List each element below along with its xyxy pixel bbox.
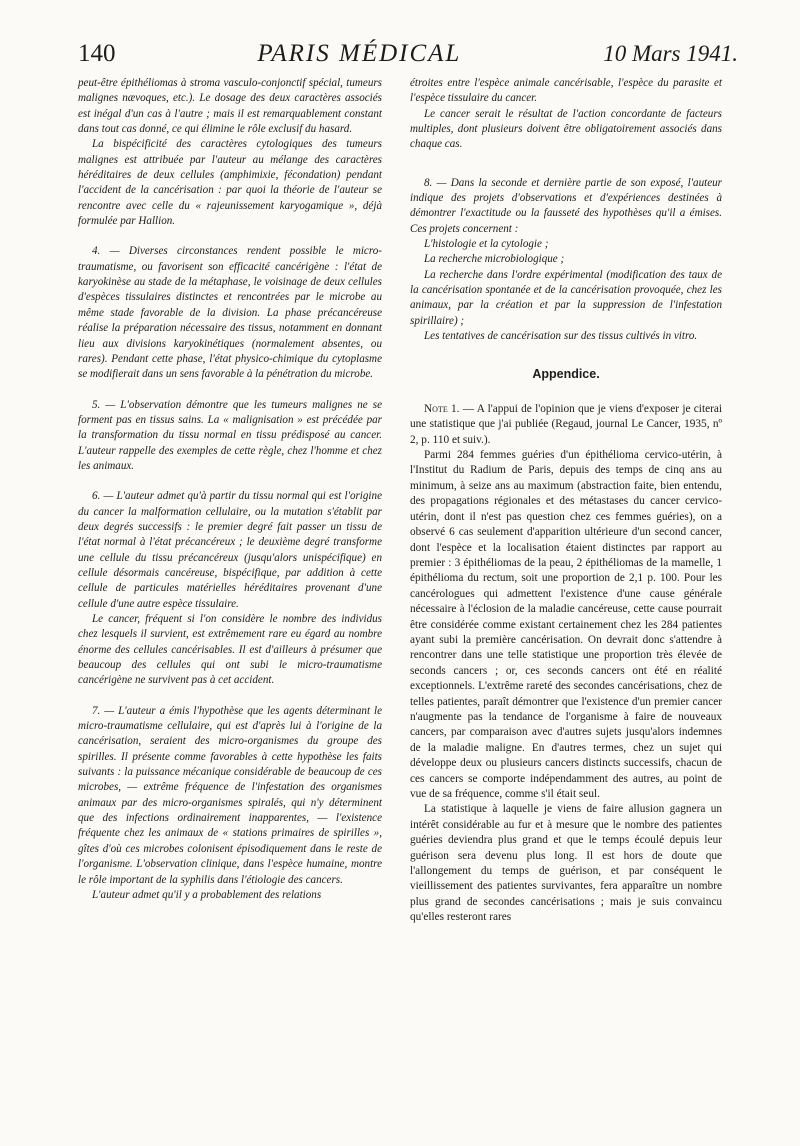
paragraph: Les tentatives de cancérisation sur des tissus cultivés in vitro. xyxy=(424,330,698,343)
paragraph: La statistique à laquelle je viens de faire allusion gagnera un intérêt considérable au fur et à mesure que le nombre des patientes guéries deviendra plus grand et que le temps écoulé depuis leur guérison sera devenu plus long. Il est hors de doute que l'allongement du temps de guérison, et par conséquent le vieillissement des patientes survivantes, fera apparaître un nombre plus grand de secondes cancérisations ; mais je suis convaincu qu'elles resteront rares xyxy=(410,803,722,924)
note-text: — A l'appui de l'opinion que je viens d'exposer je citerai une statistique que j'ai publiée (Regaud, journal Le Cancer, 1935, nº 2, p. 110 et suiv.). xyxy=(410,402,723,446)
paragraph: 8. — Dans la seconde et dernière partie de son exposé, l'auteur indique des projets d'observations et d'expériences destinées à démontrer l'exactitude ou la fausseté des hypothèses qu'il a émises. Ces projets concernent : xyxy=(410,176,722,235)
paragraph: L'histologie et la cytologie ; xyxy=(424,238,549,251)
journal-title: PARIS MÉDICAL xyxy=(257,40,462,67)
right-column-italic-section xyxy=(410,76,722,345)
paragraph: 6. — L'auteur admet qu'à partir du tissu normal qui est l'origine du cancer la malformation cellulaire, ou la mutation s'établit par deux degrés successifs : le premier degré fait passer un tissu de l'état normal à l'état précancéreux ; le deuxième degré transforme une cellule du tissu précancéreux (jusqu'alors unispécifique) en cellule désormais cancéreuse, bispécifique, par addition à cette cellule de particules matérielles héréditaires provenant d'une cellule d'une autre espèce tissulaire. xyxy=(78,490,382,610)
paragraph: Le cancer, fréquent si l'on considère le nombre des individus chez lesquels il survient, est extrêmement rare eu égard au nombre énorme des cellules cancérisables. Il est d'ailleurs à présumer que beaucoup des cellules qui ont subi le micro-traumatisme cancérigène ne survivent pas à cet accident. xyxy=(78,613,382,687)
paragraph: étroites entre l'espèce animale cancérisable, l'espèce du parasite et l'espèce tissulaire du cancer. xyxy=(410,77,722,105)
paragraph: L'auteur admet qu'il y a probablement des relations xyxy=(92,888,322,901)
paragraph: Parmi 284 femmes guéries d'un épithélioma cervico-utérin, à l'Institut du Radium de Paris, depuis des temps de cinq ans au minimum, à seize ans au maximum (abstraction faite, bien entendu, des propagations régionales et des métastases du cancer cervico-utérin, dont il n'est pas question chez ces femmes guéries), on a observé 6 cas seulement d'apparition ultérieure d'un second cancer, dont l'espèce et la localisation étaient distinctes par rapport au premier : 3 épithéliomas de la peau, 2 épithéliomas de la mamelle, 1 épithélioma du rectum, soit une proportion de 2,1 p. 100. Pour les cancérologues qui admettent l'existence d'une cause générale nécessaire à l'éclosion de la maladie cancéreuse, cette cause pourrait être considérée comme existant certainement chez les 284 patientes ayant subi la première cancérisation. On devrait donc s'attendre à rencontrer dans une telle statistique une proportion très élevée de seconds cancers ; or, ces seconds cancers ont été en réalité exceptionnels. L'extrême rareté des secondes cancérisations, chez de telles patientes, paraît démontrer que l'existence d'un premier cancer n'augmente pas la tendance de l'organisme à faire de nouveaux cancers, par comparaison avec d'autres sujets jusqu'alors indemnes de la maladie maligne. En d'autres termes, chez un sujet qui développe deux ou plusieurs cancers distincts successifs, chacun de ces cancers se comporte indépendamment des autres, au point de vue de sa fréquence, comme s'il était seul. xyxy=(410,449,722,800)
paragraph: La recherche microbiologique ; xyxy=(424,253,565,266)
right-column-roman-section xyxy=(410,402,722,926)
note-label: Note 1. xyxy=(424,402,460,415)
paragraph: 4. — Diverses circonstances rendent possible le micro-traumatisme, ou favorisent son efficacité cancérigène : l'état de karyokinèse au stade de la métaphase, le voisinage de deux cellules d'espèces tissulaires distinctes et rencontrées par le microbe au même stade favorable de la division. La phase précancéreuse réalise la préparation nécessaire des tissus, notamment en donnant lieu aux divisions karyokinétiques (normalement absentes, ou rares). Pendant cette phase, l'état physico-chimique du cytoplasme se modifierait dans un sens favorable à la pénétration du microbe. xyxy=(78,245,382,381)
paragraph: 5. — L'observation démontre que les tumeurs malignes ne se forment pas en tissus sains. La « malignisation » est précédée par la transformation du tissu normal en tissu prédisposé au cancer. L'auteur rappelle des exemples de cette règle, chez l'homme et chez les animaux. xyxy=(78,398,382,472)
right-column xyxy=(410,76,722,926)
paragraph: Le cancer serait le résultat de l'action concordante de facteurs multiples, dont plusieurs doivent être obligatoirement associés dans chaque cas. xyxy=(410,107,722,151)
issue-date: 10 Mars 1941. xyxy=(603,41,738,66)
paragraph: La bispécificité des caractères cytologiques des tumeurs malignes est attribuée par l'auteur au mélange des caractères héréditaires de deux cellules (amphimixie, fécondation) pendant l'accident de la cancérisation : par quoi la théorie de l'auteur se rencontre avec celle du « rajeunissement karyogamique », déjà formulée par Hallion. xyxy=(78,138,382,228)
page-number: 140 xyxy=(78,40,116,67)
paragraph: La recherche dans l'ordre expérimental (modification des taux de la cancérisation spontanée et de la cancérisation provoquée, chez les animaux, par la création et par la suppression de l'infestation spirillaire) ; xyxy=(410,268,722,327)
left-column xyxy=(78,76,382,903)
paragraph: 7. — L'auteur a émis l'hypothèse que les agents déterminant le micro-traumatisme cellulaire, qui est d'après lui à l'origine de la cancérisation, seraient des micro-organismes du groupe des spirilles. Il présente comme favorables à cette hypothèse les faits suivants : la puissance mécanique considérable de beaucoup de ces microbes, — extrême fréquence de l'infestation des organismes animaux par des micro-organismes spiralés, qui n'y déterminent que des infections ordinairement inapparentes, — l'existence fréquente chez les animaux de « stations primaires de spirilles », gîtes d'où ces microbes colonisent épisodiquement dans le reste de l'organisme. L'observation clinique, dans l'espèce humaine, montre le rôle important de la syphilis dans l'étiologie des cancers. xyxy=(78,704,382,886)
paragraph xyxy=(410,402,722,448)
paragraph: peut-être épithéliomas à stroma vasculo-conjonctif spécial, tumeurs malignes nævoques, etc.). Le dosage des deux caractères associés est inégal d'un cas à l'autre ; mais il est remarquablement constant dans tout cas donné, ce qui élimine le rôle exclusif du hasard. xyxy=(78,77,382,136)
page-header xyxy=(78,40,738,74)
appendix-heading: Appendice. xyxy=(532,366,600,381)
